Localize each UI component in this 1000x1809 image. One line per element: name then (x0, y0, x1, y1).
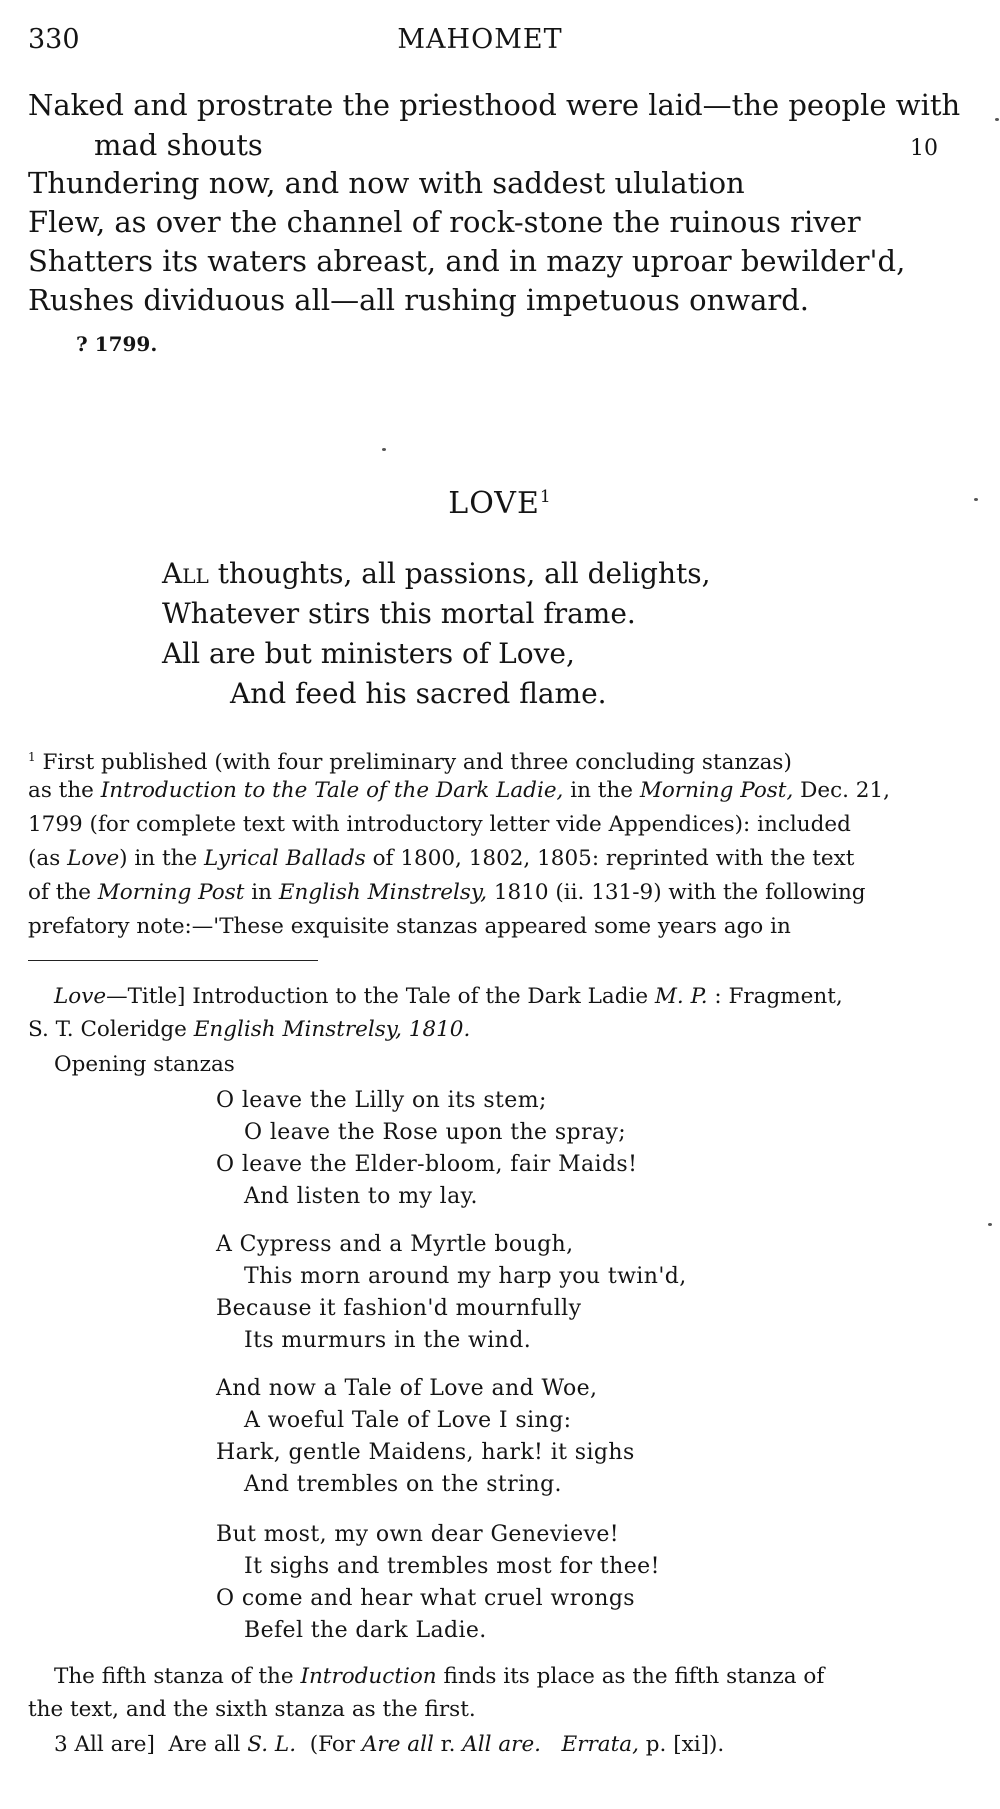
variant-stanza-line: O leave the Elder-bloom, fair Maids! (216, 1152, 638, 1177)
footnote-text: as the (28, 778, 101, 803)
variant-italic: M. P. (654, 984, 708, 1009)
variant-italic: English Minstrelsy, 1810. (193, 1017, 471, 1042)
variant-stanza-line: Its murmurs in the wind. (244, 1328, 532, 1353)
variant-text: finds its place as the fifth stanza of (436, 1664, 825, 1689)
poem-line: mad shouts (94, 128, 263, 162)
stanza-line-rest: thoughts, all passions, all delights, (208, 557, 711, 590)
poem-line: Thundering now, and now with saddest ululation (28, 166, 745, 200)
variant-stanza-line: A Cypress and a Myrtle bough, (216, 1232, 574, 1257)
footnote-text: of 1800, 1802, 1805: reprinted with the text (365, 846, 855, 871)
print-speck (974, 498, 978, 501)
variant-text: 3 All are] Are all (54, 1732, 248, 1757)
stanza-line: All are but ministers of Love, (162, 637, 575, 670)
line-number: 10 (910, 136, 938, 161)
variant-text (541, 1732, 562, 1757)
footnote-line (28, 842, 968, 876)
variant-italic: Love (54, 984, 107, 1009)
footnote-line: prefatory note:—'These exquisite stanzas appeared some years ago in (28, 914, 791, 939)
variant-text: p. [xi]). (638, 1732, 725, 1757)
footnote-line: 1799 (for complete text with introductory letter vide Appendices): included (28, 812, 851, 837)
variant-stanza-line: O leave the Lilly on its stem; (216, 1088, 547, 1113)
variant-stanza-line: And trembles on the string. (244, 1472, 562, 1497)
footnote-text: (as (28, 846, 68, 871)
variant-stanza-line: This morn around my harp you twin'd, (244, 1264, 687, 1289)
variant-stanza-line: Befel the dark Ladie. (244, 1618, 487, 1643)
footnote-italic: Love (67, 846, 120, 871)
footnote-text: Dec. 21, (793, 778, 890, 803)
print-speck (988, 1223, 992, 1226)
stanza-line: Whatever stirs this mortal frame. (162, 597, 636, 630)
poem-title-text: LOVE (448, 486, 540, 521)
footnote-mark: 1 (28, 750, 36, 764)
stanza-line: And feed his sacred flame. (230, 677, 607, 710)
poem-line: Rushes dividuous all—all rushing impetuous onward. (28, 283, 810, 317)
variant-heading: Opening stanzas (54, 1052, 235, 1077)
variant-stanza-line: And now a Tale of Love and Woe, (216, 1376, 598, 1401)
poem-line: Shatters its waters abreast, and in mazy uproar bewilder'd, (28, 244, 906, 278)
variant-note: the text, and the sixth stanza as the first. (28, 1697, 476, 1722)
poem-line: Naked and prostrate the priesthood were laid—the people with (28, 88, 961, 122)
variant-italic: All are. (462, 1732, 542, 1757)
variant-stanza-line: Because it fashion'd mournfully (216, 1296, 582, 1321)
variant-stanza-line: A woeful Tale of Love I sing: (244, 1408, 572, 1433)
footnote-text: First published (with four preliminary and three concluding stanzas) (35, 750, 792, 776)
variant-italic: Introduction (300, 1664, 437, 1689)
footnote-text: 1810 (ii. 131-9) with the following (487, 880, 866, 905)
variant-note (54, 1664, 824, 1689)
print-speck (382, 448, 386, 451)
variant-italic: Are all (361, 1732, 434, 1757)
poem-date: ? 1799. (76, 332, 158, 356)
poem-line: Flew, as over the channel of rock-stone the ruinous river (28, 205, 861, 239)
variant-note (54, 1732, 724, 1757)
footnote-text: in the (563, 778, 640, 803)
footnote-italic: Introduction to the Tale of the Dark Ladie, (100, 778, 564, 803)
variant-stanza-line: O leave the Rose upon the spray; (244, 1120, 627, 1145)
footnote-italic: English Minstrelsy, (278, 880, 488, 905)
footnote-italic: Morning Post (97, 880, 245, 905)
variant-stanza-line: O come and hear what cruel wrongs (216, 1586, 635, 1611)
footnote-rule (28, 960, 318, 961)
variant-text: S. T. Coleridge (28, 1017, 194, 1042)
running-title: MAHOMET (397, 24, 563, 55)
variant-note (54, 984, 843, 1009)
variant-italic: Errata, (561, 1732, 639, 1757)
footnote-italic: Morning Post, (639, 778, 794, 803)
variant-italic: S. L. (247, 1732, 297, 1757)
variant-text: (For (296, 1732, 362, 1757)
footnote-line (28, 774, 968, 808)
variant-text: r. (433, 1732, 463, 1757)
poem-title (0, 486, 1000, 521)
variant-stanza-line: But most, my own dear Genevieve! (216, 1522, 619, 1547)
variant-stanza-line: It sighs and trembles most for thee! (244, 1554, 660, 1579)
page-number: 330 (28, 24, 80, 55)
drop-initial-word: All (162, 557, 209, 590)
variant-text: The fifth stanza of the (54, 1664, 301, 1689)
print-speck (995, 118, 999, 121)
footnote-italic: Lyrical Ballads (204, 846, 366, 871)
footnote-ref: 1 (539, 487, 552, 507)
variant-text: —Title] Introduction to the Tale of the Dark Ladie (106, 984, 655, 1009)
variant-stanza-line: And listen to my lay. (244, 1184, 478, 1209)
footnote-line (28, 876, 968, 910)
footnote-text: ) in the (119, 846, 204, 871)
footnote-text: in (244, 880, 279, 905)
footnote-text: of the (28, 880, 98, 905)
variant-text: : Fragment, (707, 984, 843, 1009)
variant-stanza-line: Hark, gentle Maidens, hark! it sighs (216, 1440, 635, 1465)
variant-note (28, 1017, 470, 1042)
stanza-line (162, 557, 711, 590)
